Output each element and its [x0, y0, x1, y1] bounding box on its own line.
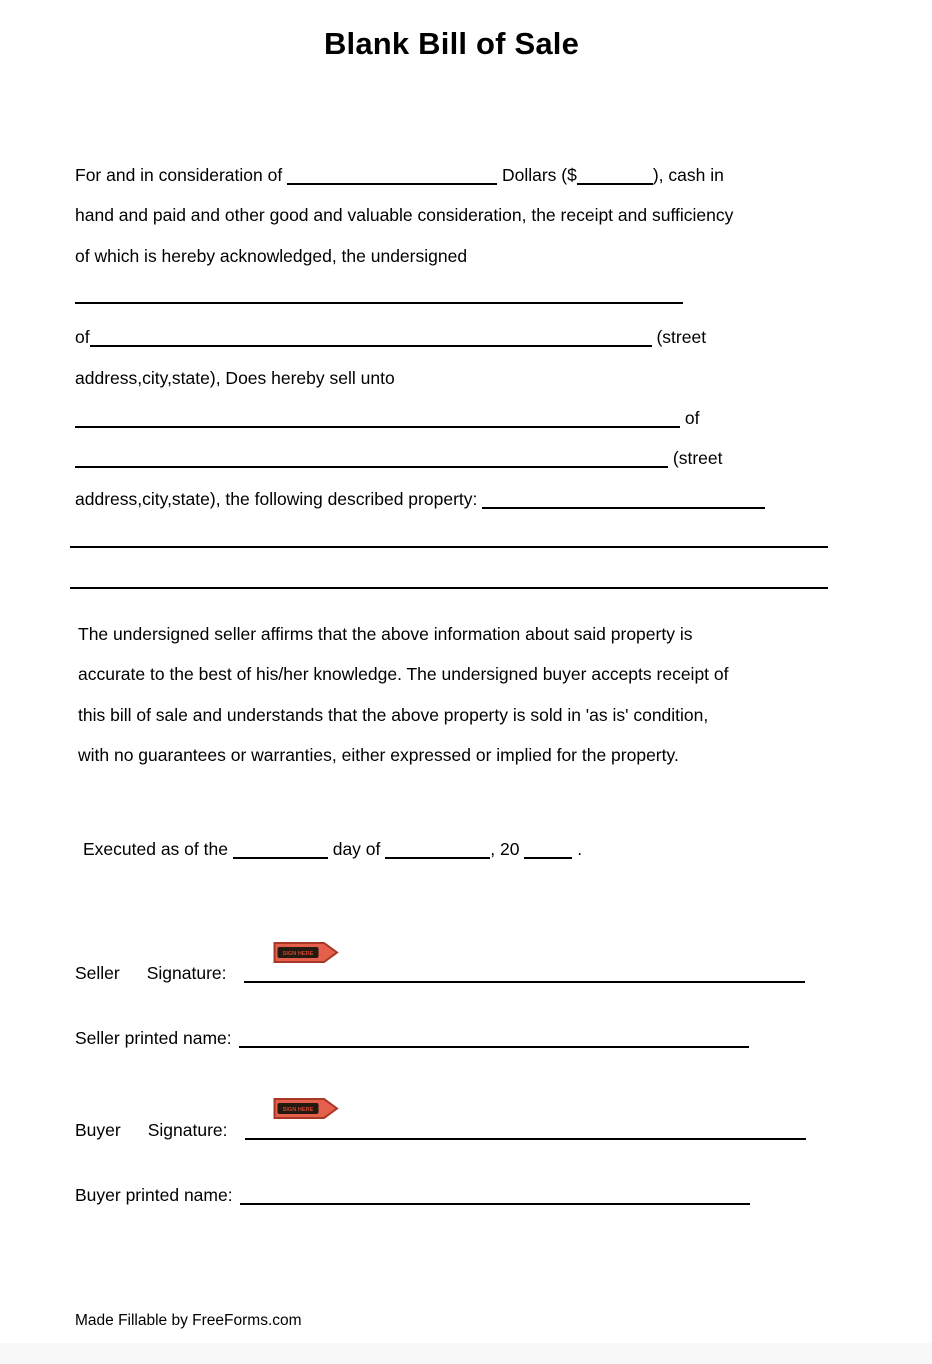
sign-here-tag-label: SIGN HERE — [282, 1107, 314, 1114]
affirmation-line-2: accurate to the best of his/her knowledge. The undersigned buyer accepts receipt of — [78, 664, 729, 684]
sign-here-tag-icon — [273, 1097, 339, 1120]
period-text: . — [577, 839, 583, 859]
sign-here-tag-label: SIGN HERE — [282, 951, 314, 958]
consideration-line-2: hand and paid and other good and valuable consideration, the receipt and sufficiency — [75, 205, 734, 225]
property-extra-line-1 — [70, 528, 828, 548]
amount-words-blank-field[interactable] — [287, 167, 497, 185]
seller-street-note: (street — [656, 327, 707, 347]
seller-name-line — [75, 284, 683, 304]
year-prefix-text: , 20 — [490, 839, 520, 859]
consideration-text-1c: ), cash in — [652, 165, 724, 185]
affirmation-line-4: with no guarantees or warranties, either expressed or implied for the property. — [78, 745, 679, 765]
affirmation-line-1: The undersigned seller affirms that the above information about said property is — [78, 624, 693, 644]
consideration-line-1 — [75, 165, 724, 185]
seller-printed-name-line — [75, 1028, 749, 1048]
seller-address-blank-field[interactable] — [90, 329, 652, 347]
consideration-text-1a: For and in consideration of — [75, 165, 283, 185]
seller-signature-label: Signature: — [146, 963, 227, 983]
consideration-text-1b: Dollars ($ — [501, 165, 577, 185]
buyer-of-text: of — [684, 408, 700, 428]
seller-signature-blank-field[interactable] — [244, 965, 805, 983]
execution-month-blank-field[interactable] — [385, 841, 490, 859]
buyer-signature-label: Signature: — [147, 1120, 228, 1140]
document-title: Blank Bill of Sale — [323, 26, 580, 61]
amount-numeric-blank-field[interactable] — [577, 167, 653, 185]
executed-text: Executed as of the — [83, 839, 228, 859]
property-description-blank-field[interactable] — [482, 491, 765, 509]
buyer-signature-blank-field[interactable] — [245, 1122, 806, 1140]
seller-label: Seller — [75, 963, 120, 983]
property-extra-blank-field-1[interactable] — [70, 530, 828, 548]
consideration-line-3: of which is hereby acknowledged, the undersigned — [75, 246, 468, 266]
buyer-address-blank-field[interactable] — [75, 450, 668, 468]
day-of-text: day of — [332, 839, 381, 859]
seller-printed-name-label: Seller printed name: — [75, 1028, 232, 1048]
property-extra-line-2 — [70, 569, 828, 589]
buyer-address-line — [75, 448, 722, 468]
buyer-label: Buyer — [75, 1120, 121, 1140]
buyer-street-note: (street — [672, 448, 723, 468]
affirmation-line-3: this bill of sale and understands that the above property is sold in 'as is' condition, — [78, 705, 709, 725]
seller-of-text: of — [75, 327, 90, 347]
sign-here-tag-icon — [273, 941, 339, 964]
buyer-printed-name-line — [75, 1185, 750, 1205]
page-bottom-edge — [0, 1343, 932, 1364]
seller-sell-unto-line: address,city,state), Does hereby sell unto — [75, 368, 395, 388]
seller-signature-line — [75, 963, 805, 983]
buyer-signature-line — [75, 1120, 806, 1140]
buyer-name-line — [75, 408, 699, 428]
footer-credit: Made Fillable by FreeForms.com — [75, 1312, 302, 1329]
property-extra-blank-field-2[interactable] — [70, 571, 828, 589]
execution-date-line — [83, 839, 582, 859]
buyer-printed-name-label: Buyer printed name: — [75, 1185, 233, 1205]
seller-address-line — [75, 327, 706, 347]
property-description-text: address,city,state), the following described property: — [75, 489, 478, 509]
execution-day-blank-field[interactable] — [233, 841, 328, 859]
buyer-printed-name-blank-field[interactable] — [240, 1187, 750, 1205]
seller-name-blank-field[interactable] — [75, 286, 683, 304]
execution-year-blank-field[interactable] — [524, 841, 572, 859]
seller-printed-name-blank-field[interactable] — [239, 1030, 749, 1048]
property-description-line — [75, 489, 765, 509]
buyer-name-blank-field[interactable] — [75, 410, 680, 428]
